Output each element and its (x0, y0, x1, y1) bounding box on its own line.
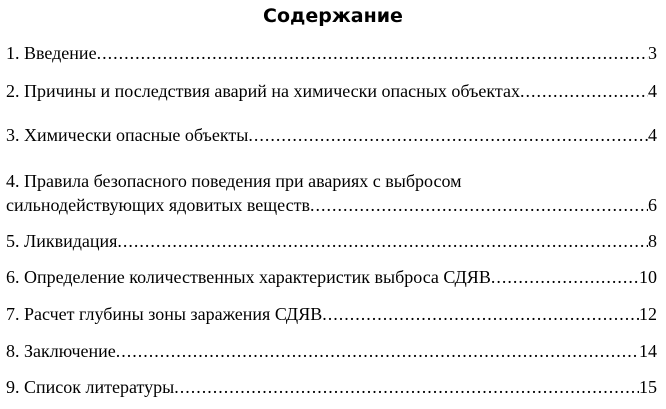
toc-entry-page: 4 (648, 81, 657, 101)
toc-leader (116, 340, 639, 362)
toc-entry-5 (6, 230, 657, 252)
toc-leader (491, 266, 639, 288)
toc-entry-text: 8. Заключение (6, 341, 116, 361)
toc-entry-4 (6, 170, 657, 216)
toc-entry-text: 5. Ликвидация (6, 231, 118, 251)
toc-entry-text: 2. Причины и последствия аварий на химически опасных объектах (6, 81, 520, 101)
toc-entry-text-line1: 4. Правила безопасного поведения при авариях с выбросом (6, 171, 462, 191)
toc-leader (310, 194, 648, 216)
toc-entry-8 (6, 340, 657, 362)
toc-entry-2 (6, 80, 657, 102)
toc-entry-text: 7. Расчет глубины зоны заражения СДЯВ (6, 304, 323, 324)
toc-leader (248, 124, 648, 146)
toc-entry-text: 1. Введение (6, 43, 97, 63)
toc-leader (520, 80, 648, 102)
toc-entry-page: 4 (648, 125, 657, 145)
toc-entry-text: 9. Список литературы (6, 377, 175, 397)
toc-entry-text: 3. Химически опасные объекты (6, 125, 249, 145)
toc-entry-page: 3 (648, 43, 657, 63)
toc-title: Содержание (263, 5, 403, 27)
toc-leader (322, 303, 639, 325)
toc-leader (117, 230, 648, 252)
toc-entry-6 (6, 266, 657, 288)
toc-leader (97, 42, 648, 64)
toc-entry-page: 14 (639, 341, 657, 361)
toc-entry-page: 6 (648, 195, 657, 215)
toc-entry-3 (6, 124, 657, 146)
toc-entry-page: 8 (648, 231, 657, 251)
toc-entry-page: 15 (639, 377, 657, 397)
toc-entry-page: 12 (639, 304, 657, 324)
toc-entry-1 (6, 42, 657, 64)
toc-entry-7 (6, 303, 657, 325)
toc-entry-text: сильнодействующих ядовитых веществ (6, 195, 310, 215)
toc-entry-page: 10 (639, 267, 657, 287)
toc-entry-9 (6, 376, 657, 398)
toc-leader (174, 376, 639, 398)
toc-entry-text: 6. Определение количественных характеристик выброса СДЯВ (6, 267, 491, 287)
